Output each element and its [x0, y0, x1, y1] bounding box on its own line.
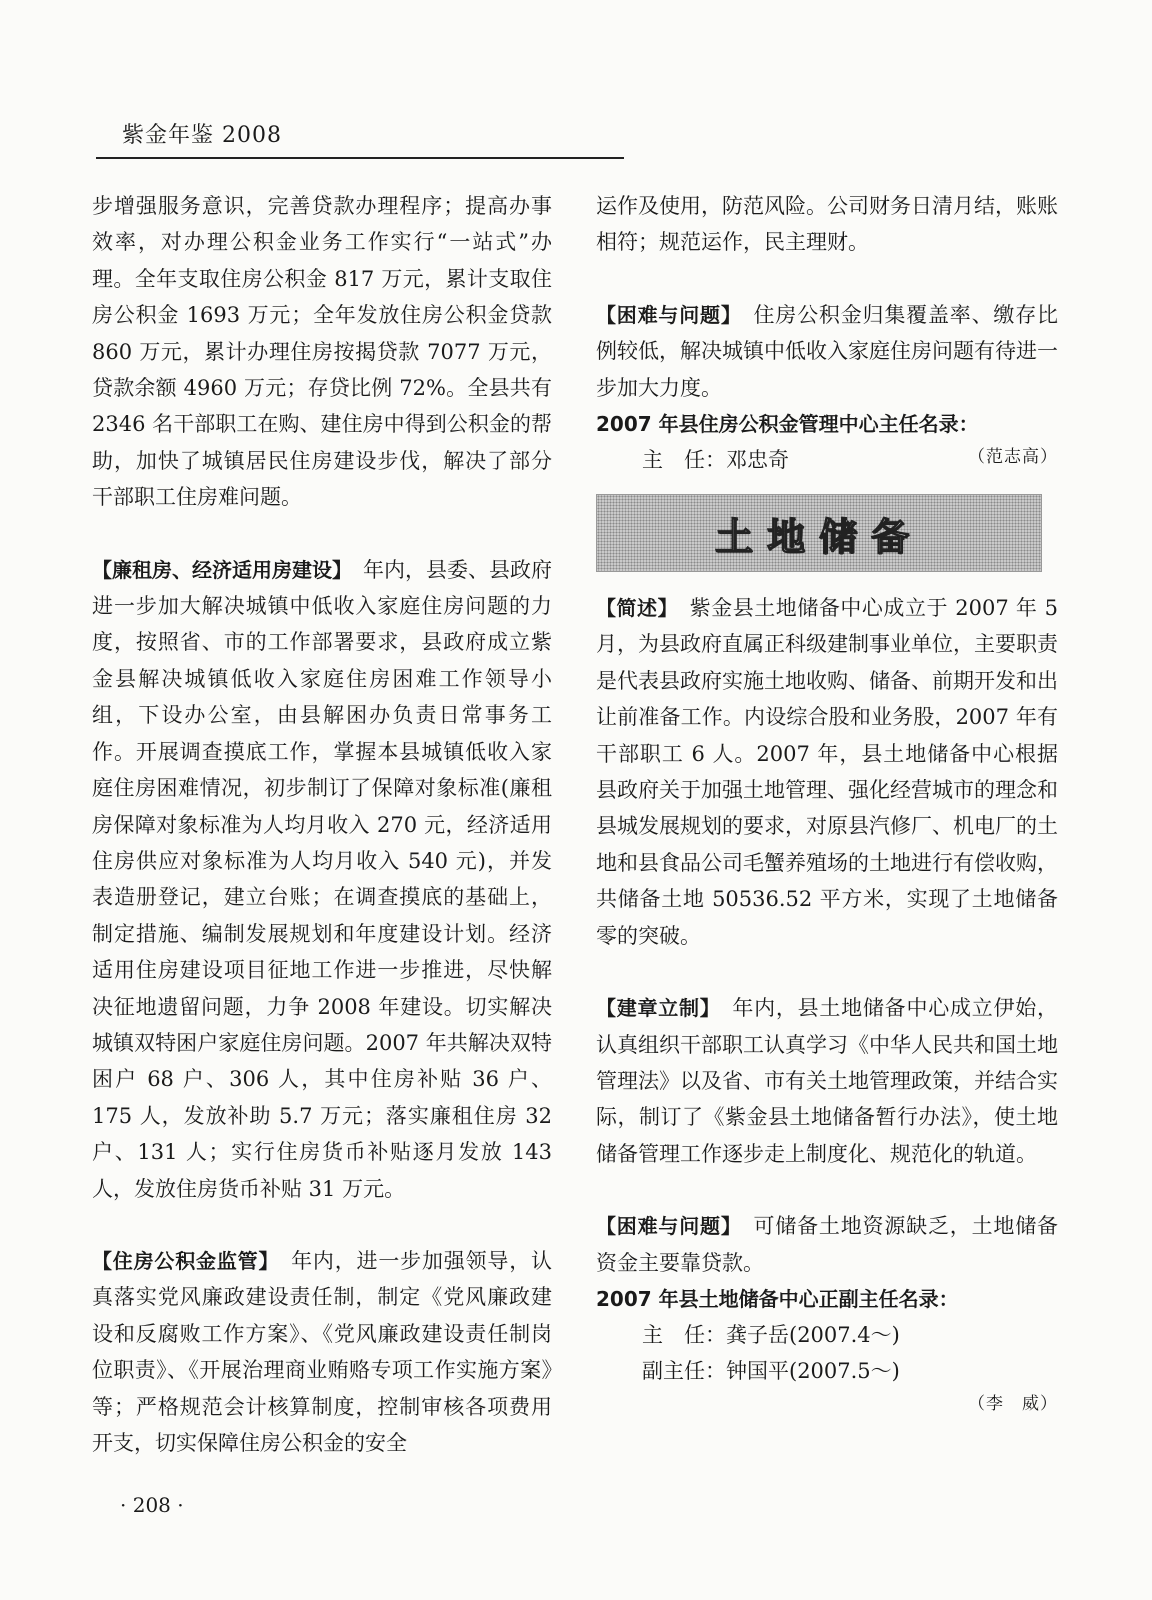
section-body: 年内，县土地储备中心成立伊始，认真组织干部职工认真学习《中华人民共和国土地管理法》以及省、市有关土地管理政策，并结合实际，制订了《紫金县土地储备暂行办法》，使土地储备管理工作逐步走上制度化、规范化的轨道。: [596, 996, 1059, 1166]
director-list-item: 副主任：钟国平(2007.5～): [642, 1358, 900, 1383]
section-fund-supervision: [92, 1243, 552, 1461]
page-number: · 208 ·: [120, 1493, 184, 1517]
section-heading: 【建章立制】: [596, 996, 711, 1021]
section-body: 紫金县土地储备中心成立于 2007 年 5 月，为县政府直属正科级建制事业单位，主要职责是代表县政府实施土地收购、储备、前期开发和出让前准备工作。内设综合股和业务股，2007 年有干部职工 6 人。2007 年，县土地储备中心根据县政府关于加强土地管理、强化经营城市的理念和县城发展规划的要求，对原县汽修厂、机电厂的土地和县食品公司毛蟹养殖场的土地进行有偿收购，共储备土地 50536.52 平方米，实现了土地储备零的突破。: [596, 596, 1058, 948]
section-difficulties-fund: [596, 297, 1058, 406]
section-overview: [596, 590, 1058, 954]
section-heading: 【住房公积金监管】: [92, 1248, 270, 1273]
section-heading: 【简述】: [596, 596, 669, 621]
section-heading: 【困难与问题】: [596, 1214, 732, 1239]
director-list-item: 主 任：龚子岳(2007.4～): [642, 1322, 900, 1347]
section-low-rent-housing: [92, 552, 552, 1207]
author-credit: （李 威）: [968, 1393, 1058, 1414]
section-body: 住房公积金归集覆盖率、缴存比例较低，解决城镇中低收入家庭住房问题有待进一步加大力度。: [596, 302, 1059, 400]
section-banner: [596, 494, 1042, 572]
author-credit: （范志高）: [968, 447, 1058, 468]
director-list-item: [596, 442, 1058, 478]
paragraph-continued: 步增强服务意识，完善贷款办理程序；提高办事效率，对办理公积金业务工作实行“一站式”办理。全年支取住房公积金 817 万元，累计支取住房公积金 1693 万元；全年发放住房公积金贷款 860 万元，累计办理住房按揭贷款 7077 万元，贷款余额 4960 万元；存贷比例 72%。全县共有 2346 名干部职工在购、建住房中得到公积金的帮助，加快了城镇居民住房建设步伐，解决了部分干部职工住房难问题。: [92, 194, 552, 510]
section-body: 可储备土地资源缺乏，土地储备资金主要靠贷款。: [596, 1214, 1059, 1275]
section-difficulties-land: [596, 1208, 1058, 1281]
director-list-title: 2007 年县住房公积金管理中心主任名录：: [596, 412, 979, 437]
section-heading: 【廉租房、经济适用房建设】: [92, 557, 342, 582]
section-heading: 【困难与问题】: [596, 302, 732, 327]
section-body: 年内，县委、县政府进一步加大解决城镇中低收入家庭住房问题的力度，按照省、市的工作部署要求，县政府成立紫金县解决城镇低收入家庭住房困难工作领导小组，下设办公室，由县解困办负责日常事务工作。开展调查摸底工作，掌握本县城镇低收入家庭住房困难情况，初步制订了保障对象标准(廉租房保障对象标准为人均月收入 270 元，经济适用住房供应对象标准为人均月收入 540 元)，并发表造册登记，建立台账；在调查摸底的基础上，制定措施、编制发展规划和年度建设计划。经济适用住房建设项目征地工作进一步推进，尽快解决征地遗留问题，力争 2008 年建设。切实解决城镇双特困户家庭住房问题。2007 年共解决双特困户 68 户、306 人，其中住房补贴 36 户、175 人，发放补助 5.7 万元；落实廉租住房 32 户、131 人；实行住房货币补贴逐月发放 143 人，发放住房货币补贴 31 万元。: [92, 557, 552, 1201]
left-column: [92, 188, 552, 1461]
banner-title: 土地储备: [714, 514, 923, 559]
director-name: 主 任：邓忠奇: [642, 448, 789, 473]
section-body: 年内，进一步加强领导，认真落实党风廉政建设责任制，制定《党风廉政建设和反腐败工作方案》、《党风廉政建设责任制岗位职责》、《开展治理商业贿赂专项工作实施方案》等；严格规范会计核算制度，控制审核各项费用开支，切实保障住房公积金的安全: [92, 1248, 553, 1455]
paragraph-continued: 运作及使用，防范风险。公司财务日清月结，账账相符；规范运作，民主理财。: [596, 194, 1058, 255]
section-regulations: [596, 990, 1058, 1172]
header-rule: [96, 157, 624, 159]
director-list-title: 2007 年县土地储备中心正副主任名录：: [596, 1286, 959, 1311]
right-column: [596, 188, 1058, 1419]
running-header: 紫金年鉴 2008: [122, 123, 282, 148]
